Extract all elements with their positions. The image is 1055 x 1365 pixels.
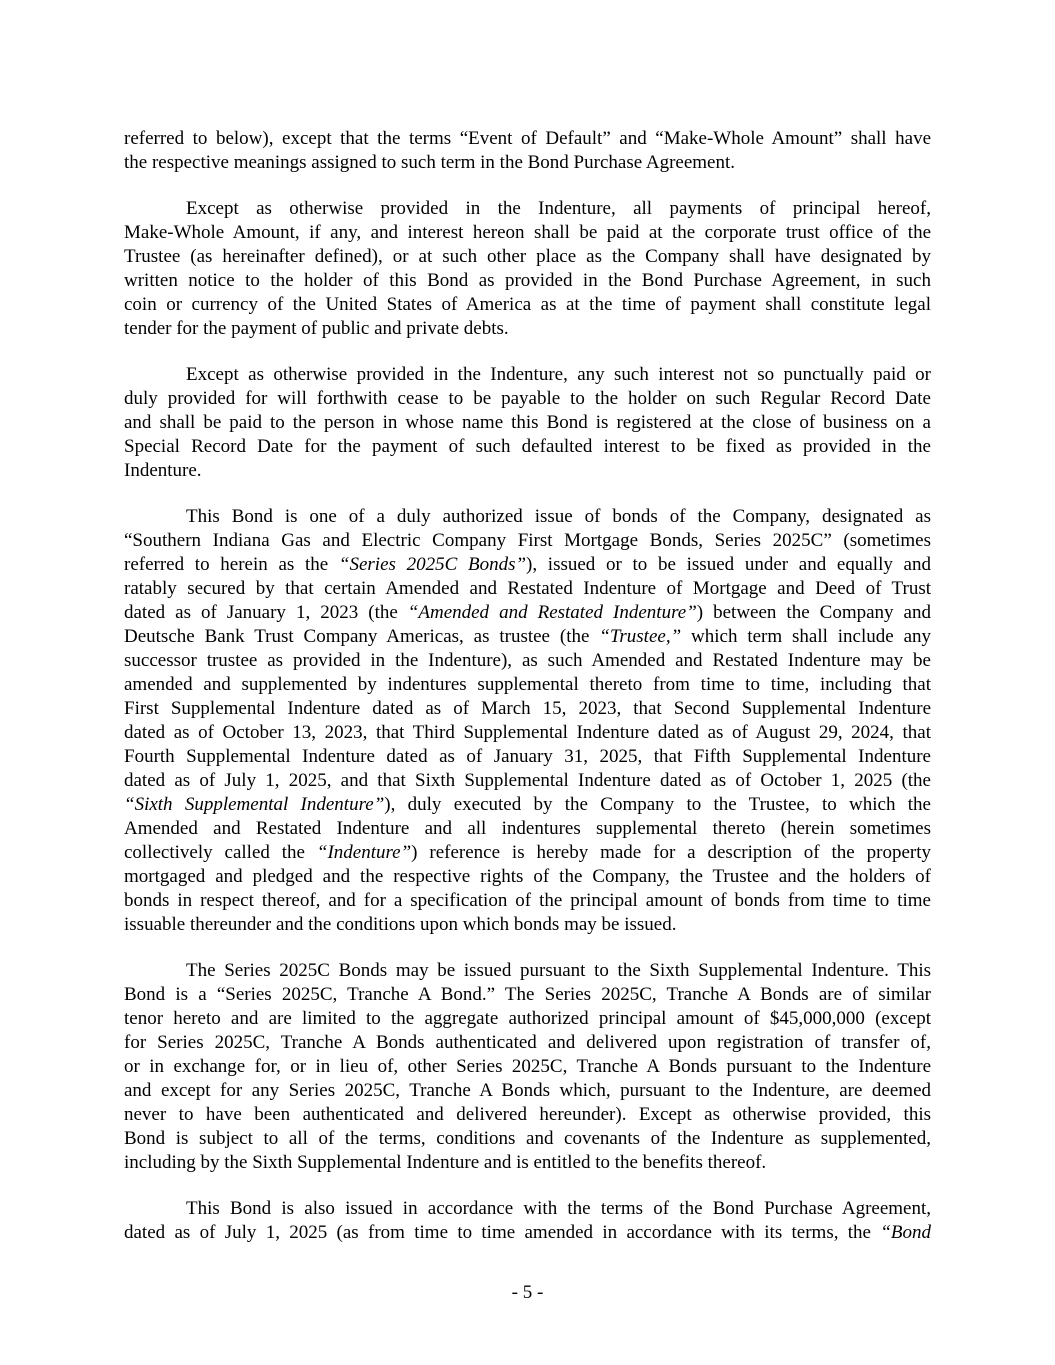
p2-line-2: Make-Whole Amount, if any, and interest hereon shall be paid at the corporate trust office of the bbox=[124, 222, 931, 243]
p4-line-3: referred to herein as the “Series 2025C Bonds”), issued or to be issued under and equally and bbox=[124, 554, 931, 575]
p4-line-12: dated as of July 1, 2025, and that Sixth Supplemental Indenture dated as of October 1, 2025 (the bbox=[124, 770, 931, 791]
p4-line-6: Deutsche Bank Trust Company Americas, as trustee (the “Trustee,” which term shall include any bbox=[124, 626, 932, 647]
p6-line-2: dated as of July 1, 2025 (as from time to time amended in accordance with its terms, the “Bond bbox=[124, 1222, 931, 1243]
p2-line-6: tender for the payment of public and private debts. bbox=[124, 318, 509, 339]
page-number: - 5 - bbox=[511, 1282, 544, 1303]
p4-line-18: issuable thereunder and the conditions upon which bonds may be issued. bbox=[124, 914, 677, 935]
p4-line-5: dated as of January 1, 2023 (the “Amended and Restated Indenture”) between the Company and bbox=[124, 602, 931, 623]
p2-line-4: written notice to the holder of this Bond as provided in the Bond Purchase Agreement, in such bbox=[124, 270, 931, 291]
p3-line-1: Except as otherwise provided in the Indenture, any such interest not so punctually paid or bbox=[186, 364, 931, 385]
p5-line-1: The Series 2025C Bonds may be issued pursuant to the Sixth Supplemental Indenture. This bbox=[186, 960, 931, 981]
p4-line-4: ratably secured by that certain Amended and Restated Indenture of Mortgage and Deed of Trust bbox=[124, 578, 931, 599]
p4-line-2: “Southern Indiana Gas and Electric Company First Mortgage Bonds, Series 2025C” (sometimes bbox=[124, 530, 931, 551]
p3-line-2: duly provided for will forthwith cease to be payable to the holder on such Regular Record Date bbox=[124, 388, 931, 409]
p2-line-5: coin or currency of the United States of America as at the time of payment shall constitute legal bbox=[124, 294, 931, 315]
p5-line-9: including by the Sixth Supplemental Indenture and is entitled to the benefits thereof. bbox=[124, 1152, 767, 1173]
p5-line-6: and except for any Series 2025C, Tranche A Bonds which, pursuant to the Indenture, are deemed bbox=[124, 1080, 931, 1101]
p3-line-3: and shall be paid to the person in whose name this Bond is registered at the close of business on a bbox=[124, 412, 931, 433]
p6-line-1: This Bond is also issued in accordance with the terms of the Bond Purchase Agreement, bbox=[186, 1198, 931, 1219]
p5-line-3: tenor hereto and are limited to the aggregate authorized principal amount of $45,000,000 (except bbox=[124, 1008, 931, 1029]
p4-line-9: First Supplemental Indenture dated as of March 15, 2023, that Second Supplemental Indenture bbox=[124, 698, 931, 719]
p3-line-4: Special Record Date for the payment of such defaulted interest to be fixed as provided in the bbox=[124, 436, 931, 457]
p4-line-10: dated as of October 13, 2023, that Third Supplemental Indenture dated as of August 29, 2024, that bbox=[124, 722, 931, 743]
p2-line-1: Except as otherwise provided in the Indenture, all payments of principal hereof, bbox=[186, 198, 931, 219]
p5-line-2: Bond is a “Series 2025C, Tranche A Bond.” The Series 2025C, Tranche A Bonds are of similar bbox=[124, 984, 931, 1005]
p4-line-8: amended and supplemented by indentures supplemental thereto from time to time, including that bbox=[124, 674, 931, 695]
p1-line-1: referred to below), except that the terms “Event of Default” and “Make-Whole Amount” shall have bbox=[124, 128, 931, 149]
p5-line-8: Bond is subject to all of the terms, conditions and covenants of the Indenture as supplemented, bbox=[124, 1128, 931, 1149]
p4-line-1: This Bond is one of a duly authorized issue of bonds of the Company, designated as bbox=[186, 506, 931, 527]
p4-line-7: successor trustee as provided in the Indenture), as such Amended and Restated Indenture may be bbox=[124, 650, 931, 671]
p4-line-17: bonds in respect thereof, and for a specification of the principal amount of bonds from time to time bbox=[124, 890, 931, 911]
p4-line-16: mortgaged and pledged and the respective rights of the Company, the Trustee and the holders of bbox=[124, 866, 931, 887]
p2-line-3: Trustee (as hereinafter defined), or at such other place as the Company shall have designated by bbox=[124, 246, 931, 267]
p4-line-15: collectively called the “Indenture”) reference is hereby made for a description of the property bbox=[124, 842, 931, 863]
p1-line-2: the respective meanings assigned to such term in the Bond Purchase Agreement. bbox=[124, 152, 736, 173]
p5-line-5: or in exchange for, or in lieu of, other Series 2025C, Tranche A Bonds pursuant to the Indenture bbox=[124, 1056, 931, 1077]
p3-line-5: Indenture. bbox=[124, 460, 202, 481]
p5-line-4: for Series 2025C, Tranche A Bonds authenticated and delivered upon registration of transfer of, bbox=[124, 1032, 931, 1053]
p4-line-13: “Sixth Supplemental Indenture”), duly executed by the Company to the Trustee, to which the bbox=[124, 794, 931, 815]
p4-line-11: Fourth Supplemental Indenture dated as of January 31, 2025, that Fifth Supplemental Indenture bbox=[124, 746, 931, 767]
p4-line-14: Amended and Restated Indenture and all indentures supplemental thereto (herein sometimes bbox=[124, 818, 931, 839]
p5-line-7: never to have been authenticated and delivered hereunder). Except as otherwise provided, this bbox=[124, 1104, 931, 1125]
